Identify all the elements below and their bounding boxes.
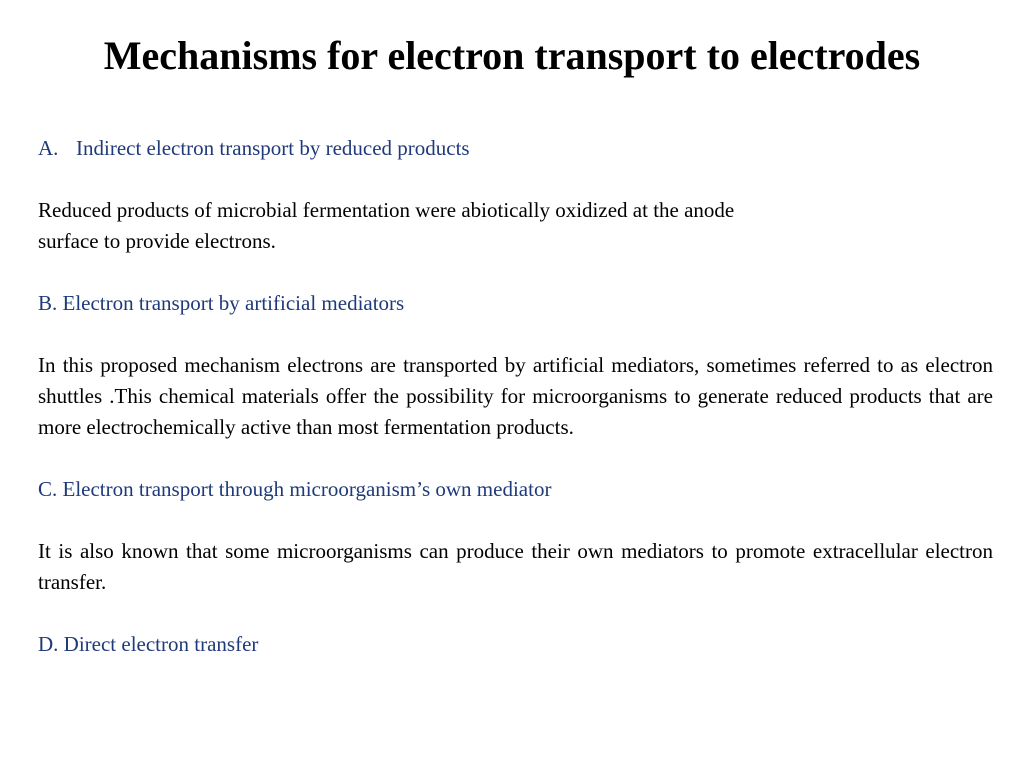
section-a-body: [38, 195, 993, 257]
section-c-heading: C. Electron transport through microorganism’s own mediator: [38, 477, 552, 501]
section-b-body: In this proposed mechanism electrons are transported by artificial mediators, sometimes referred to as electron shuttles .This chemical materials offer the possibility for microorganisms to generate reduced products that are more electrochemically active than most fermentation products.: [38, 353, 993, 439]
slide-content: [38, 133, 993, 660]
spacer: [38, 164, 993, 195]
section-d-heading: D. Direct electron transfer: [38, 632, 259, 656]
section-b-heading: B. Electron transport by artificial mediators: [38, 291, 405, 315]
section-a-heading: [38, 133, 993, 164]
section-a-body-line1: Reduced products of microbial fermentation were abiotically oxidized at the anode: [38, 198, 735, 222]
section-c-body: It is also known that some microorganisms can produce their own mediators to promote extracellular electron transfer.: [38, 539, 993, 594]
section-a-marker: A.: [38, 136, 59, 160]
spacer: [38, 443, 993, 474]
section-a-body-line2: surface to provide electrons.: [38, 229, 276, 253]
section-a-heading-text: Indirect electron transport by reduced products: [76, 136, 470, 160]
spacer: [38, 319, 993, 350]
slide-title: Mechanisms for electron transport to electrodes: [103, 33, 921, 78]
spacer: [38, 505, 993, 536]
spacer: [38, 598, 993, 629]
spacer: [38, 257, 993, 288]
